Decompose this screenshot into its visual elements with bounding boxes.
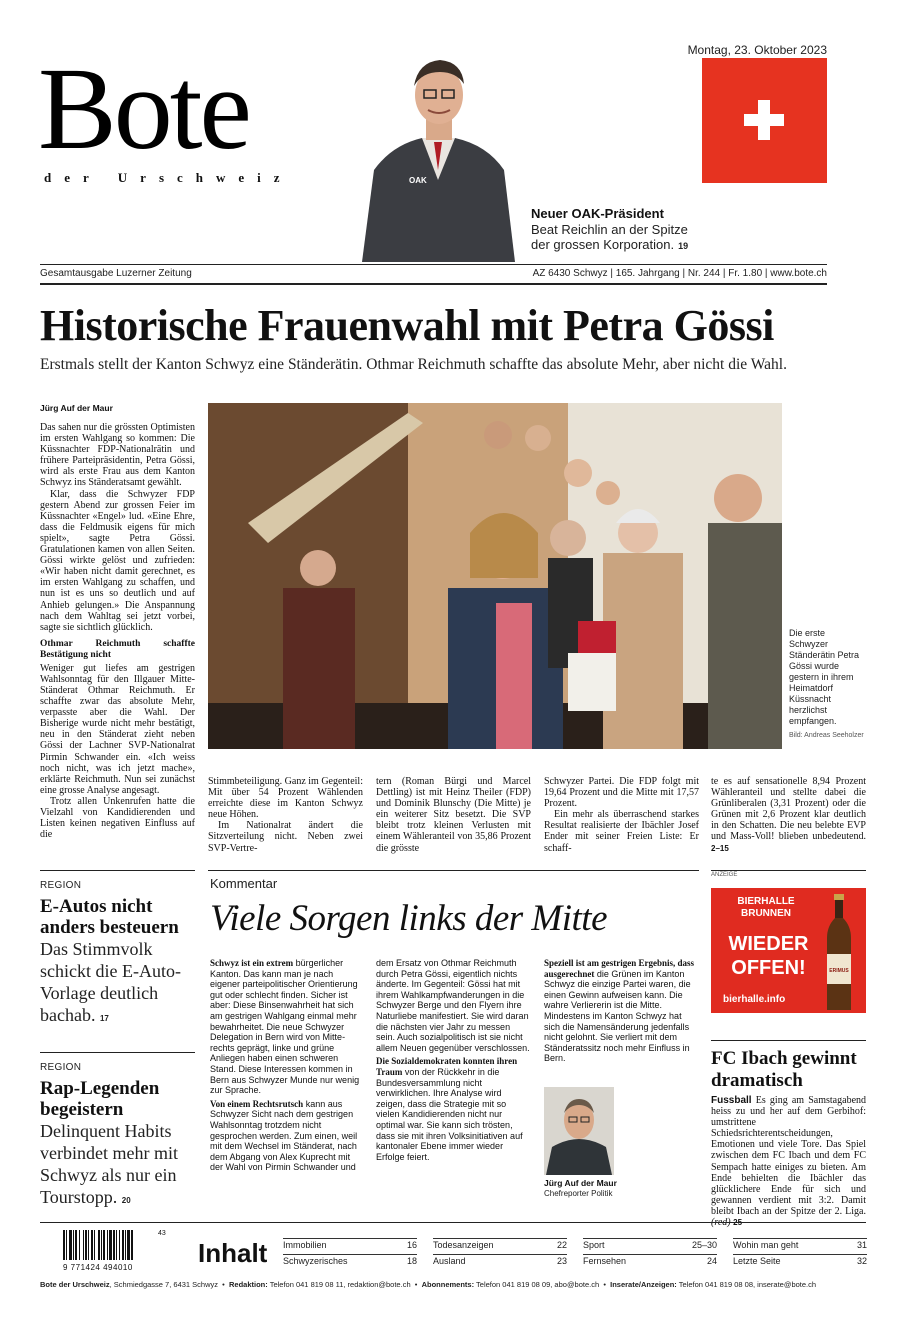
section-rule (208, 870, 699, 871)
index-label: Immobilien (283, 1240, 327, 1250)
comment-author-role: Chefreporter Politik (544, 1189, 613, 1198)
lead-paragraph: Trotz allen Unkenrufen hatte die Vielzahl von Kandidierenden und Listen keinen negativen Einfluss auf die (40, 795, 195, 841)
index-label: Letzte Seite (733, 1256, 781, 1266)
teaser-kicker: REGION (40, 880, 82, 891)
comment-text: die Grünen im Kanton Schwyz die einzige Partei waren, die einen Gewinn aufweisen kann. Die wahre Verliererin ist die Mitte. Mindestens im Kanton Schwyz hat sich die Namensänderung jedenfalls nicht gelohnt. Sie verliert mit dem Ständeratssitz noch mehr Einfluss in Bern. (544, 968, 691, 1064)
sport-headline: FC Ibach gewinnt dramatisch (711, 1048, 857, 1091)
footer-contact[interactable]: Telefon 041 819 08 11, redaktion@bote.ch (267, 1280, 411, 1289)
lead-paragraph: Das sahen nur die grössten Optimisten im ersten Wahlgang so kommen: Die Küssnachter FDP-Nationalrätin und frühere Parteipräsidentin, Petra Gössi, wird als erste Frau aus dem Kanton Schwyz ins Ständeratsamt gewählt. (40, 422, 195, 489)
teaser-title: Rap-Legenden begeistern (40, 1078, 160, 1120)
ad-label: ANZEIGE (711, 872, 738, 878)
index-entry[interactable] (433, 1238, 567, 1254)
section-rule (40, 1052, 195, 1053)
bottle-label-text: ERIMUS (829, 968, 849, 974)
index-label: Fernsehen (583, 1256, 627, 1266)
lead-column-3 (376, 776, 531, 854)
footer-publisher: Bote der Urschweiz (40, 1280, 110, 1289)
index-page: 32 (856, 1256, 867, 1266)
barcode-addon-number: 43 (158, 1230, 166, 1237)
issue-date: Montag, 23. Oktober 2023 (687, 43, 827, 57)
index-label: Schwyzerisches (283, 1256, 348, 1266)
masthead-subtitle: der Urschweiz (44, 170, 293, 185)
comment-column-2 (376, 958, 531, 1165)
comment-lead-in: Speziell ist am gestrigen Ergebnis, dass ausgerechnet (544, 958, 694, 979)
comment-column-3 (544, 958, 699, 1067)
lead-author: Jürg Auf der Maur (40, 403, 113, 413)
lead-page-ref: 2–15 (711, 843, 729, 853)
index-page: 16 (406, 1240, 417, 1250)
teaser-text (531, 222, 701, 254)
index-page: 24 (706, 1256, 717, 1266)
region-teaser-1[interactable] (40, 880, 195, 1030)
index-page: 18 (406, 1256, 417, 1266)
comment-text: bürgerlicher Kanton. Das kann man je nach eigener parteipolitischer Orientierung gut oder schlecht finden. Sicher ist aber: Diese Binsenwahrheit hat sich am gestrigen Wahlgang einmal mehr bewahrheitet. Die neue Schwyzer Delegation in Bern wird von Mitte-rechts geprägt, linke und grüne Anliegen haben einen schweren Stand. Diese Interessen kommen in Bern aus Schwyzer Munde nur wenig zur Sprache. (210, 958, 360, 1096)
lead-subheadline: Erstmals stellt der Kanton Schwyz eine Ständerätin. Othmar Reichmuth schaffte das absolute Mehr, aber nicht die Wahl. (40, 356, 787, 373)
edition-line: Gesamtausgabe Luzerner Zeitung (40, 268, 192, 279)
publication-info: AZ 6430 Schwyz | 165. Jahrgang | Nr. 244 | Fr. 1.80 | www.bote.ch (532, 268, 827, 279)
section-rule (711, 1040, 866, 1041)
barcode (63, 1230, 173, 1272)
lead-column-5 (711, 776, 866, 854)
masthead-rule-bottom (40, 283, 827, 285)
lead-photo (208, 403, 782, 749)
lead-paragraph: Schwyzer Partei. Die FDP folgt mit 19,64 Prozent und die Mitte mit 17,57 Prozent. (544, 776, 699, 810)
comment-text: von der Rückkehr in die Bundesversammlung nicht verwirklichen. Ihre Analyse wird zeigen, dass die Strategie mit so vielen Kandidierenden nicht nur optimal war. Sie kann sich trösten, dass sie mit ihren Volksinitiativen auf kantonaler Ebene immer wieder Erfolge feiert. (376, 1066, 523, 1162)
footer-label: Abonnements: (421, 1280, 475, 1289)
comment-title: Viele Sorgen links der Mitte (210, 898, 607, 939)
comment-author-name: Jürg Auf der Maur (544, 1178, 617, 1188)
teaser-page-ref: 17 (99, 1014, 109, 1023)
teaser-headline: Neuer OAK-Präsident (531, 206, 664, 221)
index-entry[interactable] (283, 1254, 417, 1270)
svg-text:OAK: OAK (409, 176, 427, 185)
index-table (283, 1238, 868, 1270)
ad-brand-top: BIERHALLE (737, 896, 795, 907)
comment-lead-in: Schwyz ist ein extrem (210, 958, 294, 968)
index-entry[interactable] (733, 1238, 867, 1254)
teaser-line: Beat Reichlin an der Spitze (531, 222, 688, 237)
footer-contact-line: Bote der Urschweiz, Schmiedgasse 7, 6431 Schwyz • Redaktion: Telefon 041 819 08 11, redaktion@bote.ch • Abonnements: Telefon 041 819 08 09, abo@bote.ch • Inserate/Anzeigen: Telefon 041 819 08 08, inserate@bote.ch (40, 1280, 817, 1289)
index-entry[interactable] (583, 1254, 717, 1270)
teaser-title: E-Autos nicht anders besteuern (40, 896, 179, 938)
footer-label: Redaktion: (228, 1280, 268, 1289)
barcode-number: 9 771424 494010 (63, 1263, 133, 1272)
index-entry[interactable] (283, 1238, 417, 1254)
lead-column-4 (544, 776, 699, 854)
index-entry[interactable] (433, 1254, 567, 1270)
masthead-logo: Bote (38, 43, 249, 174)
masthead-rule-top (40, 264, 827, 265)
region-teaser-2[interactable] (40, 1062, 195, 1212)
footer-address: , Schmiedgasse 7, 6431 Schwyz (109, 1280, 219, 1289)
teaser-line: der grossen Korporation. (531, 237, 675, 252)
teaser-page-ref: 20 (121, 1196, 131, 1205)
teaser-page-ref: 19 (678, 241, 689, 251)
swiss-flag-icon (702, 58, 827, 183)
lead-photo-caption (789, 628, 864, 741)
section-rule (711, 870, 866, 871)
teaser-portrait-photo (352, 50, 525, 262)
comment-label: Kommentar (210, 876, 278, 891)
sport-lead-word: Fussball (711, 1095, 752, 1106)
ad-url: bierhalle.info (723, 994, 786, 1005)
index-entry[interactable] (583, 1238, 717, 1254)
lead-paragraph: Klar, dass die Schwyzer FDP gestern Abend zur grossen Feier im Küssnachter «Engel» lud. «Eine Ehre, dass die Feldmusik eigens für mich spielt», sagte Petra Gössi. Gratulationen kamen von allen Seiten. Gössi wirkte gelöst und zufrieden: «Wir haben nicht damit gerechnet, es im ersten Wahlgang zu schaffen, und nun ist es uns so deutlich und auf Anhieb gelungen.» Die Anspannung nach dem Wahltag sei jetzt vorbei, sagte sie sichtlich glücklich. (40, 488, 195, 633)
index-page: 22 (556, 1240, 567, 1250)
lead-paragraph: tern (Roman Bürgi und Marcel Dettling) ist mit Heinz Theiler (FDP) und Dominik Blunschy (Die Mitte) je ein weiterer Sitz besetzt. Die SVP bleibt trotz kleinen Verlusten mit einem Wähleranteil von 35,86 Prozent die grösste (376, 776, 531, 854)
lead-paragraph: Im Nationalrat ändert die Sitzverteilung nicht. Neben zwei SVP-Vertre- (208, 820, 363, 854)
photo-credit: Bild: Andreas Seeholzer (789, 732, 864, 739)
index-page: 25–30 (691, 1240, 717, 1250)
sport-paragraph: Es ging am Samstagabend heiss zu und her auf dem Gerbihof: umstrittene Schiedsrichterentscheidungen, Emotionen und viele Tore. Das Spiel zwischen dem FC Ibach und dem FC Sempach hatte einiges zu bieten. Am Ende behielten die Ibächler das glücklichere Ende für sich und gewannen verdient mit 3:2. Damit bleibt Ibach an der Spitze der 2. Liga. (711, 1095, 867, 1217)
lead-paragraph: te es auf sensationelle 8,94 Prozent Wähleranteil und stellte dabei die Grünliberalen (3,31 Prozent) oder die Grünen mit 2,6 Prozent klar deutlich in den Schatten. Die neu belebte EVP und Mass-Voll! blieben unbedeutend. (711, 776, 866, 843)
lead-column-2 (208, 776, 363, 854)
beer-bottle-icon (819, 892, 859, 1012)
section-rule (40, 1222, 866, 1223)
lead-paragraph: Weniger gut liefes am gestrigen Wahlsonntag für den Illgauer Mitte-Ständerat Othmar Reichmuth. Er schaffte zwar das absolute Mehr, verpasste aber die Wahl. Der Bisherige wurde nicht mehr bestätigt, neu in den Ständerat zieht neben Gössi der Lachner SVP-Nationalrat Pirmin Schwander ein. «Ich weiss noch nicht, was ich jetzt mache», erklärte Reichmuth. Nun sei zunächst eine grosse Analyse angesagt. (40, 662, 195, 796)
index-page: 23 (556, 1256, 567, 1266)
index-page: 31 (856, 1240, 867, 1250)
comment-column-1 (210, 958, 365, 1176)
lead-headline: Historische Frauenwahl mit Petra Gössi (40, 301, 774, 350)
comment-lead-in: Die Sozialdemokraten konnten ihren Traum (376, 1056, 518, 1077)
footer-contact[interactable]: Telefon 041 819 08 08, inserate@bote.ch (676, 1280, 817, 1289)
section-rule (40, 870, 195, 871)
sport-text (711, 1095, 866, 1228)
ad-slogan-2: OFFEN! (731, 957, 806, 979)
index-label: Todesanzeigen (433, 1240, 494, 1250)
lead-paragraph: Stimmbeteiligung. Ganz im Gegenteil: Mit über 54 Prozent Wählenden erreichte diese im Kanton Schwyz neue Höhen. (208, 776, 363, 821)
comment-lead-in: Von einem Rechtsrutsch (210, 1098, 304, 1109)
index-label: Ausland (433, 1256, 466, 1266)
bierhalle-advertisement[interactable] (711, 888, 866, 1013)
teaser-subtitle: Delinquent Habits verbindet mehr mit Schwyz als nur ein Tourstopp. 20 (40, 1121, 178, 1207)
comment-text: kann aus Schwyzer Sicht nach dem gestrigen Wahlsonntag trotzdem nicht gesprochen werden. Zum einen, weil mit dem Wechsel im Ständerat, nach dem Abgang von Alex Kuprecht mit der Wahl von Pirmin Schwander und (210, 1098, 358, 1173)
ad-slogan-1: WIEDER (728, 933, 809, 955)
teaser-kicker: REGION (40, 1062, 82, 1073)
lead-paragraph: Ein mehr als überraschend starkes Resultat realisierte der Ibächler Josef Ender mit seiner Freien Liste: Er schaff- (544, 809, 699, 854)
footer-contact[interactable]: Telefon 041 819 08 09, abo@bote.ch (474, 1280, 600, 1289)
teaser-subtitle: Das Stimmvolk schickt die E-Auto-Vorlage deutlich bachab. 17 (40, 939, 181, 1025)
index-title: Inhalt (198, 1238, 268, 1268)
lead-intertitle: Othmar Reichmuth schaffte Bestätigung nicht (40, 638, 195, 660)
footer-label: Inserate/Anzeigen: (610, 1280, 677, 1289)
ad-brand-bottom: BRUNNEN (741, 908, 791, 919)
comment-author-photo (544, 1087, 614, 1175)
caption-text: Die erste Schwyzer Ständerätin Petra Gössi wurde gestern in ihrem Heimatdorf Küssnacht herzlichst empfangen. (789, 628, 860, 726)
lead-column-1 (40, 422, 195, 840)
index-label: Sport (583, 1240, 605, 1250)
index-label: Wohin man geht (733, 1240, 799, 1250)
index-entry[interactable] (733, 1254, 867, 1270)
comment-text: dem Ersatz von Othmar Reichmuth durch Petra Gössi, eigentlich nichts änderte. Im Gegenteil: Gössi hat mit ihrem Wahlkampfwanderungen in die Schwyzer Berge und den Flyern ihre Naturliebe manifestiert. Sie wird daran die nächsten vier Jahr zu messen sein. Auch sozialpolitisch ist sie nicht allem Neuen gegenüber verschlossen. (376, 958, 530, 1053)
